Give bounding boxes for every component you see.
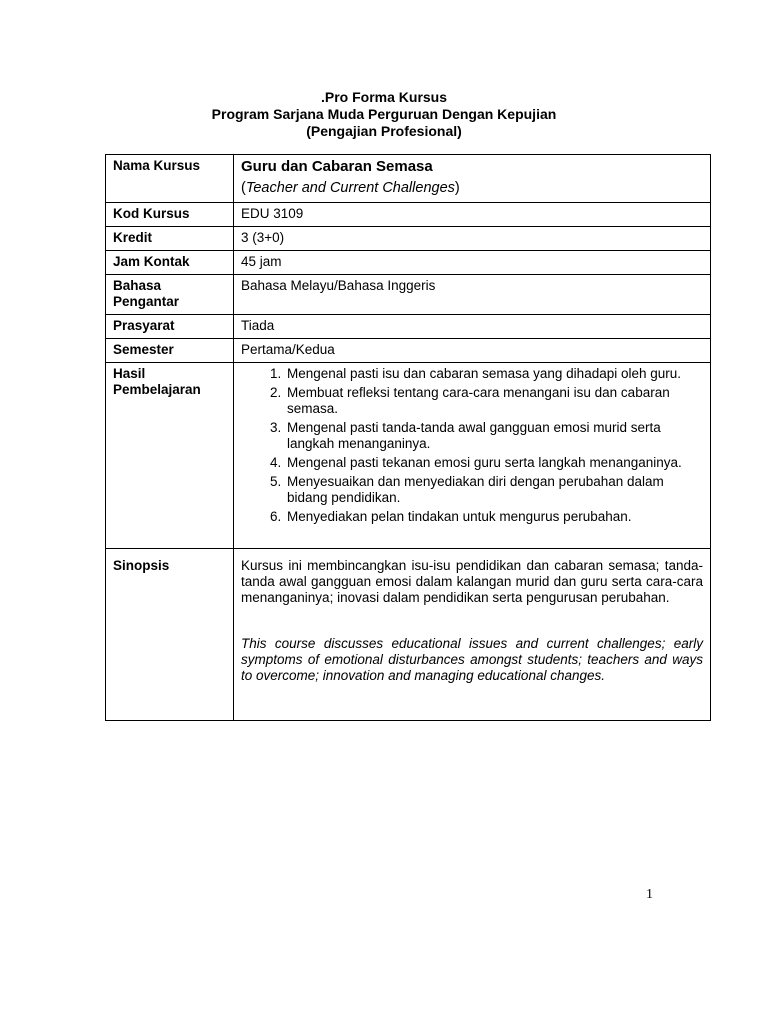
row-semester xyxy=(106,339,711,363)
label-hasil-pembelajaran xyxy=(106,363,234,549)
learning-outcome: 4. Mengenal pasti tekanan emosi guru serta langkah menanganinya. xyxy=(285,455,703,471)
synopsis-malay: Kursus ini membincangkan isu-isu pendidikan dan cabaran semasa; tanda-tanda awal gangguan emosi dalam kalangan murid dan guru serta cara-cara menanganinya; inovasi dalam pendidikan serta pengurusan perubahan. xyxy=(241,558,703,605)
label-sinopsis: Sinopsis xyxy=(106,549,234,721)
label-hasil-line2: Pembelajaran xyxy=(113,382,201,397)
open-paren: ( xyxy=(241,180,246,196)
row-kredit xyxy=(106,227,711,251)
learning-outcome: 2. Membuat refleksi tentang cara-cara menangani isu dan cabaran semasa. xyxy=(285,385,703,417)
course-title-english: Teacher and Current Challenges xyxy=(245,180,455,196)
label-bahasa-pengantar xyxy=(106,275,234,315)
label-prasyarat: Prasyarat xyxy=(106,315,234,339)
learning-outcome: 5. Menyesuaikan dan menyediakan diri dengan perubahan dalam bidang pendidikan. xyxy=(285,474,703,506)
course-info-table xyxy=(105,154,711,721)
label-kod-kursus: Kod Kursus xyxy=(106,203,234,227)
value-kredit: 3 (3+0) xyxy=(234,227,711,251)
label-bahasa-line1: Bahasa xyxy=(113,278,162,293)
value-prasyarat: Tiada xyxy=(234,315,711,339)
row-sinopsis xyxy=(106,549,711,721)
header-line-program: Program Sarjana Muda Perguruan Dengan Kepujian xyxy=(211,106,557,122)
row-bahasa-pengantar xyxy=(106,275,711,315)
value-hasil-pembelajaran xyxy=(234,363,711,549)
label-bahasa-line2: Pengantar xyxy=(113,294,180,309)
learning-outcomes-list xyxy=(241,366,703,525)
header-line-pengajian: (Pengajian Profesional) xyxy=(306,123,462,139)
label-hasil-line1: Hasil xyxy=(113,366,146,381)
value-sinopsis xyxy=(234,549,711,721)
learning-outcome: 6. Menyediakan pelan tindakan untuk mengurus perubahan. xyxy=(285,509,703,525)
value-jam-kontak: 45 jam xyxy=(234,251,711,275)
learning-outcome: 3. Mengenal pasti tanda-tanda awal gangguan emosi murid serta langkah menanganinya. xyxy=(285,420,703,452)
row-nama-kursus xyxy=(106,155,711,203)
label-jam-kontak: Jam Kontak xyxy=(106,251,234,275)
value-semester: Pertama/Kedua xyxy=(234,339,711,363)
value-bahasa-pengantar: Bahasa Melayu/Bahasa Inggeris xyxy=(234,275,711,315)
row-hasil-pembelajaran xyxy=(106,363,711,549)
row-jam-kontak xyxy=(106,251,711,275)
close-paren: ) xyxy=(454,180,460,196)
label-kredit: Kredit xyxy=(106,227,234,251)
label-semester: Semester xyxy=(106,339,234,363)
course-title-malay: Guru dan Cabaran Semasa xyxy=(241,158,433,175)
row-kod-kursus xyxy=(106,203,711,227)
value-nama-kursus xyxy=(234,155,711,203)
document-header xyxy=(0,89,768,140)
synopsis-english: This course discusses educational issues and current challenges; early symptoms of emotional disturbances amongst students; teachers and ways to overcome; innovation and managing educational changes. xyxy=(241,636,703,683)
label-nama-kursus: Nama Kursus xyxy=(106,155,234,203)
row-prasyarat xyxy=(106,315,711,339)
value-kod-kursus: EDU 3109 xyxy=(234,203,711,227)
learning-outcome: 1. Mengenal pasti isu dan cabaran semasa yang dihadapi oleh guru. xyxy=(285,366,703,382)
course-title-english-wrapper xyxy=(241,180,703,196)
page-number: 1 xyxy=(646,887,653,902)
header-line-pro-forma: .Pro Forma Kursus xyxy=(320,89,448,105)
